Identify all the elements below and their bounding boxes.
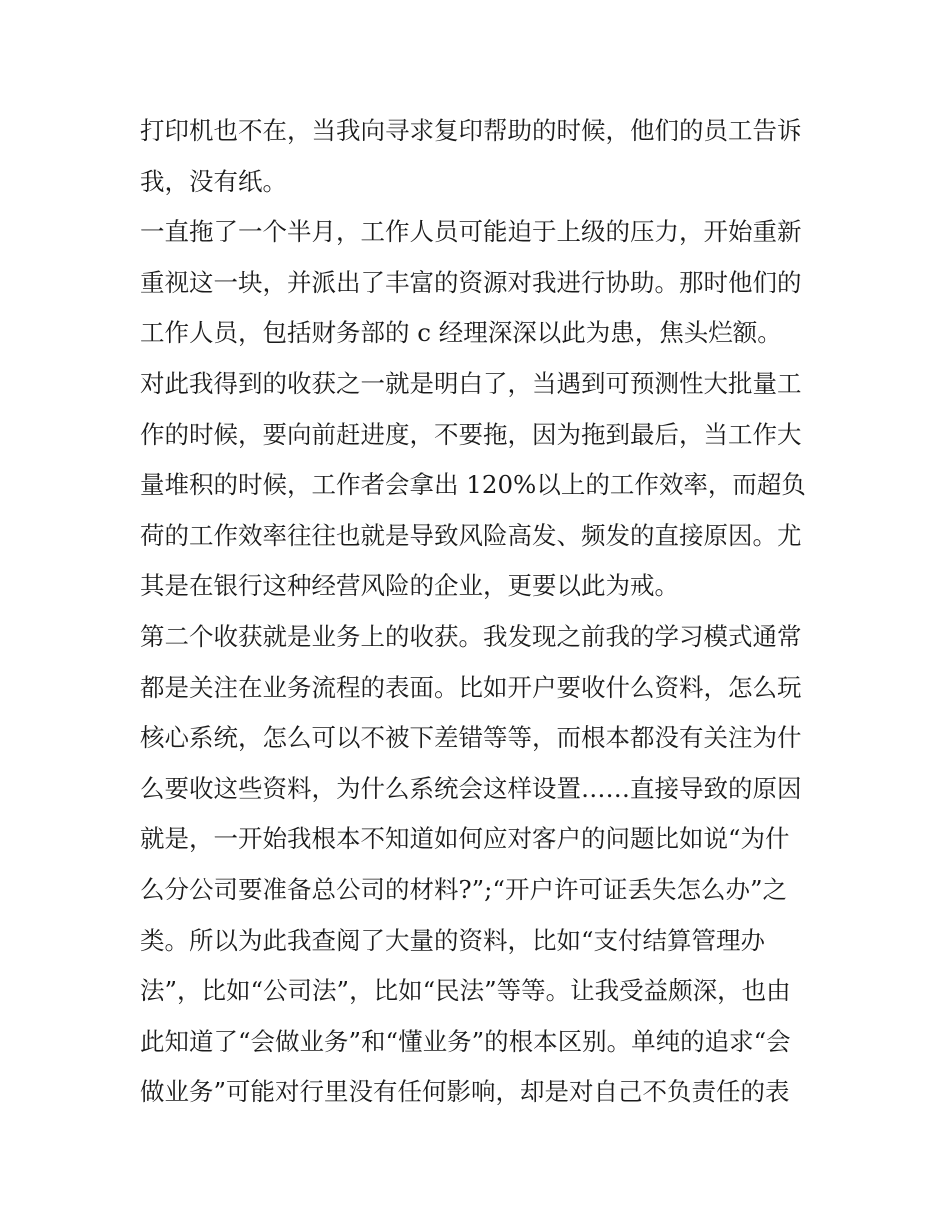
text-line: 么要收这些资料，为什么系统会这样设置……直接导致的原因: [140, 773, 802, 803]
text-line: 工作人员，包括财务部的 c 经理深深以此为患，焦头烂额。: [140, 318, 782, 348]
text-line: 做业务”可能对行里没有任何影响，却是对自己不负责任的表: [140, 1077, 790, 1107]
text-line: 打印机也不在，当我向寻求复印帮助的时候，他们的员工告诉: [140, 116, 802, 145]
text-line: 作的时候，要向前赶进度，不要拖，因为拖到最后，当工作大: [140, 419, 802, 449]
text-line: 法”，比如“公司法”，比如“民法”等等。让我受益颇深，也由: [140, 976, 791, 1006]
text-line: 都是关注在业务流程的表面。比如开户要收什么资料，怎么玩: [140, 672, 802, 702]
text-line: 荷的工作效率往往也就是导致风险高发、频发的直接原因。尤: [140, 520, 802, 550]
text-line: 类。所以为此我查阅了大量的资料，比如“支付结算管理办: [140, 925, 766, 955]
text-line: 重视这一块，并派出了丰富的资源对我进行协助。那时他们的: [140, 267, 802, 297]
text-line: 我，没有纸。: [140, 166, 287, 196]
text-line: 其是在银行这种经营风险的企业，更要以此为戒。: [140, 571, 679, 601]
text-line: 第二个收获就是业务上的收获。我发现之前我的学习模式通常: [140, 621, 802, 651]
document-body: [140, 106, 820, 1118]
text-line: 量堆积的时候，工作者会拿出 120%以上的工作效率，而超负: [140, 470, 806, 500]
text-line: 么分公司要准备总公司的材料?”;“开户许可证丢失怎么办”之: [140, 874, 787, 904]
text-line: 一直拖了一个半月，工作人员可能迫于上级的压力，开始重新: [140, 217, 802, 247]
text-line: 核心系统，怎么可以不被下差错等等，而根本都没有关注为什: [140, 723, 802, 753]
text-line: 就是，一开始我根本不知道如何应对客户的问题比如说“为什: [140, 824, 790, 854]
text-line: 此知道了“会做业务”和“懂业务”的根本区别。单纯的追求“会: [140, 1026, 791, 1056]
text-line: 对此我得到的收获之一就是明白了，当遇到可预测性大批量工: [140, 368, 802, 398]
